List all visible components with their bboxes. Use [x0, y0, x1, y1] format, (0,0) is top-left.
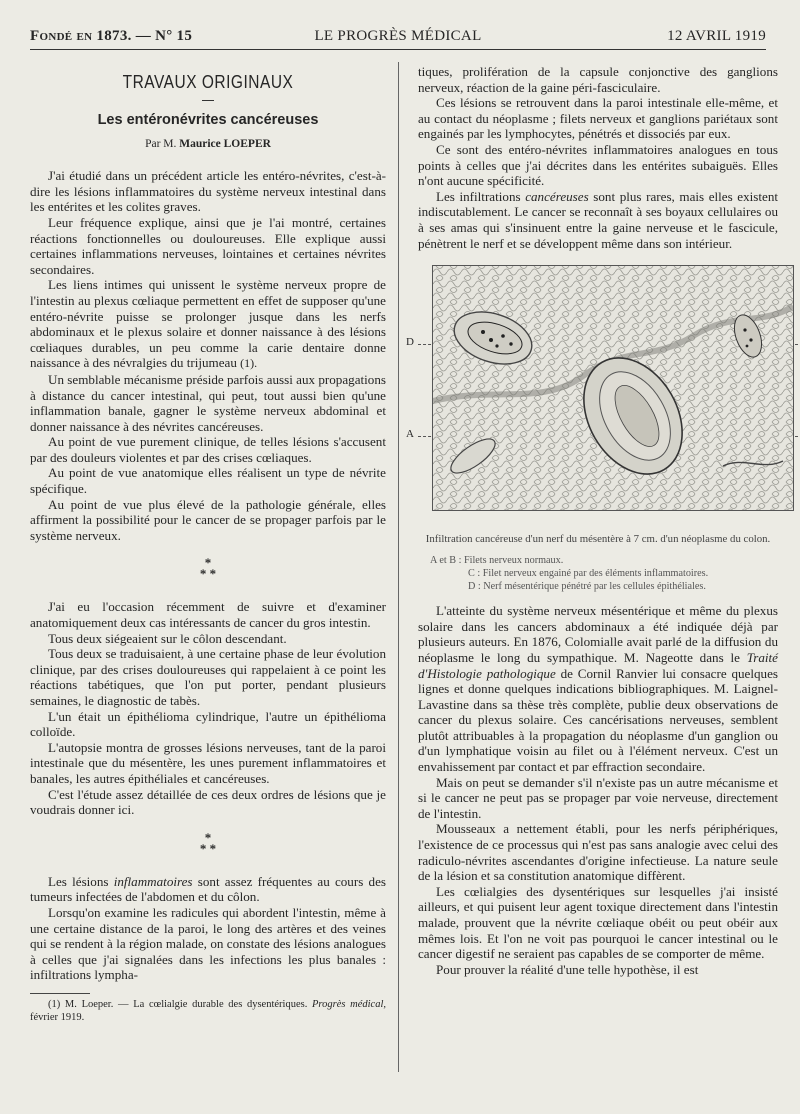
paragraph: Tous deux se traduisaient, à une certaine phase de leur évolution clinique, par des crises douloureuses qui rappelaient à ce point les réactions tabétiques, que l'on put porter, pendant plusieurs semaines, le diagnostic de tabès. [30, 646, 386, 708]
paragraph: Leur fréquence explique, ainsi que je l'ai montré, certaines réactions fonctionnelles ou douloureuses. Elle explique aussi certaines inflammations nerveuses, lointaines et certaines névrites secondaires. [30, 214, 386, 277]
paragraph-text: sont plus rares, mais elles existent indiscutablement. Le cancer se reconnaît à ses boyaux cellulaires ou à ses amas qui s'insinuent entre la gaine nerveuse et le fascicule, pénètrent le nerf et se développent même dans son intérieur. [418, 188, 779, 251]
paragraph [30, 874, 386, 905]
footnote-date: février 1919. [30, 1011, 85, 1023]
paragraph: J'ai étudié dans un précédent article les entéro-névrites, c'est-à-dire les lésions inflammatoires du système nerveux intestinal dans les entérites et les colites graves. [30, 168, 386, 215]
figure-label-a: A [406, 428, 414, 441]
emphasis: inflammatoires [113, 873, 193, 889]
section-separator [30, 555, 386, 582]
paragraph: Ces lésions se retrouvent dans la paroi intestinale elle-même, et au contact du néoplasme ; filets nerveux et ganglions pariétaux sont engainés par les lymphocytes, pénétrés et dissociés par eux. [418, 95, 778, 142]
figure-caption: Infiltration cancéreuse d'un nerf du mésentère à 7 cm. d'un néoplasme du colon. [425, 533, 771, 546]
separator-star-bottom: * * [199, 566, 217, 582]
article-title: Les entéronévrites cancéreuses [97, 112, 319, 128]
legend-item-d: D : Nerf mésentérique pénétré par les cellules épithéliales. [468, 581, 706, 593]
paragraph: Les cœlialgies des dysentériques sur lesquelles j'ai insisté ailleurs, et qui puisent leur agent toxique directement dans l'intestin malade, prouvent que la névrite cœliaque obéit ou peut obéir aux mêmes lois. Et l'on ne voit pas pourquoi le cancer intestinal ou le cancer digestif ne seraient pas capables de se comporter de même. [418, 883, 778, 962]
paragraph-continued: tiques, prolifération de la capsule conjonctive des ganglions nerveux, réaction de la gaine péri-fasciculaire. [418, 64, 778, 95]
paragraph: Un semblable mécanisme préside parfois aussi aux propagations à distance du cancer intestinal, qui peut, tout aussi bien qu'une inflammation banale, gagner le système nerveux abdominal et donner naissance à des névrites cancéreuses. [30, 371, 386, 434]
byline [30, 137, 386, 153]
footnote [30, 998, 386, 1024]
emphasis: cancéreuses [525, 188, 589, 204]
paragraph: Mousseaux a nettement établi, pour les nerfs périphériques, l'existence de ce processus qui n'est pas sans analogie avec celui des radiculo-névrites ascendantes d'origine infectieuse. La nature seule de la lésion et sa constitution anatomique diffèrent. [418, 821, 778, 884]
byline-prefix: Par M. [145, 137, 177, 150]
right-column [406, 64, 779, 977]
footnote-journal: Progrès médical, [312, 998, 387, 1010]
paragraph-text: Les infiltrations [436, 188, 521, 204]
paragraph-text: sont assez fréquentes au cours des tumeurs infectées de l'abdomen et du côlon. [30, 873, 386, 905]
paragraph: J'ai eu l'occasion récemment de suivre et d'examiner anatomiquement deux cas intéressants de cancer du gros intestin. [30, 599, 386, 631]
micrograph-image [432, 265, 794, 511]
legend-item-ab: A et B : Filets nerveux normaux. [430, 555, 564, 567]
paragraph [30, 277, 386, 372]
figure-label-d: D [406, 336, 414, 349]
paragraph: Lorsqu'on examine les radicules qui abordent l'intestin, même à une certaine distance de la paroi, le long des artères et des veines qui se rendent à la région malade, on constate des lésions analogues à celles que j'ai signalées dans les infections les plus banales : infiltrations lympha- [30, 904, 386, 983]
paragraph: L'autopsie montra de grosses lésions nerveuses, tant de la paroi intestinale que du mésentère, les unes purement inflammatoires et banales, les autres épithéliales et cancéreuses. [30, 739, 386, 786]
paragraph: Mais on peut se demander s'il n'existe pas un autre mécanisme et si le cancer ne peut pas se propager par voie nerveuse, directement de l'intestin. [418, 774, 778, 821]
paragraph [418, 603, 778, 775]
paragraph [418, 189, 778, 251]
masthead-founded-issue: Fondé en 1873. — N° 15 [30, 28, 193, 44]
separator-star-bottom: * * [199, 840, 217, 856]
masthead-date: 12 AVRIL 1919 [667, 28, 766, 44]
paragraph: Tous deux siégeaient sur le côlon descendant. [48, 630, 287, 646]
footnote-reference: (1). [240, 356, 258, 371]
book-title: Traité d'Histologie pathologique [418, 649, 778, 681]
micrograph-illustration [433, 266, 793, 510]
histology-figure [406, 265, 778, 527]
footnote-rule [30, 993, 90, 994]
column-divider [398, 62, 399, 1072]
paragraph-text: L'atteinte du système nerveux mésentérique et même du plexus solaire dans les cancers abdominaux a été indiquée déjà par plusieurs auteurs. En 1876, Colomialle avait parlé de la diffusion du néoplasme le long du sympathique. M. Nageotte dans le [418, 603, 778, 665]
masthead [30, 28, 766, 50]
paragraph: Au point de vue plus élevé de la pathologie générale, elles affirment la possibilité pour le cancer de se propager parfois par le système nerveux. [30, 496, 386, 543]
paragraph-text: de Cornil Ranvier lui consacre quelques lignes et donne quelques indications bibliographiques. M. Laignel-Lavastine dans sa thèse très complète, publie deux observations de cancer du plexus solaire. Ces cancérisations nerveuses, semblent plutôt attribuables à la propagation du néoplasme d'un ganglion ou d'un lymphatique voisin au filet ou à l'élément nerveux. C'est un envahissement par contact et par effraction secondaire. [418, 665, 778, 775]
separator-star-top: * [204, 829, 212, 845]
section-separator [30, 829, 386, 856]
legend-item-c: C : Filet nerveux engainé par des éléments inflammatoires. [468, 568, 709, 580]
paragraph: C'est l'étude assez détaillée de ces deux ordres de lésions que je voudrais donner ici. [30, 786, 386, 818]
author-name: Maurice LOEPER [179, 137, 271, 150]
paragraph: Au point de vue purement clinique, de telles lésions s'accusent par des douleurs violentes et par des crises cœliaques. [30, 434, 386, 465]
figure-legend [418, 554, 778, 593]
paragraph-text: Les lésions [48, 873, 109, 889]
section-heading: TRAVAUX ORIGINAUX [122, 72, 294, 92]
masthead-journal-title: LE PROGRÈS MÉDICAL [314, 28, 482, 44]
paragraph: Ce sont des entéro-névrites inflammatoires analogues en tous points à celles que j'ai décrites dans les entérites subaiguës. Elles n'ont aucune spécificité. [418, 141, 778, 189]
separator-star-top: * [204, 555, 212, 571]
footnote-text: (1) M. Loeper. — La cœlialgie durable des dysentériques. [48, 998, 308, 1010]
left-column [30, 64, 386, 1024]
paragraph: Pour prouver la réalité d'une telle hypothèse, il est [436, 961, 699, 977]
section-dash [202, 100, 214, 101]
paragraph: Au point de vue anatomique elles réalisent un type de névrite spécifique. [30, 465, 386, 497]
paragraph-text: Les liens intimes qui unissent le système nerveux propre de l'intestin au plexus cœliaque permettent en effet de supposer qu'une entéro-névrite puisse se prolonger jusque dans les nerfs abdominaux et le plexus solaire et donner naissance à des lésions cœliaques durables, un peu comme la carie dentaire donne naissance à des névralgies du trijumeau [30, 277, 386, 371]
header-rule [30, 49, 766, 50]
paragraph: L'un était un épithélioma cylindrique, l'autre un épithélioma colloïde. [30, 708, 386, 740]
